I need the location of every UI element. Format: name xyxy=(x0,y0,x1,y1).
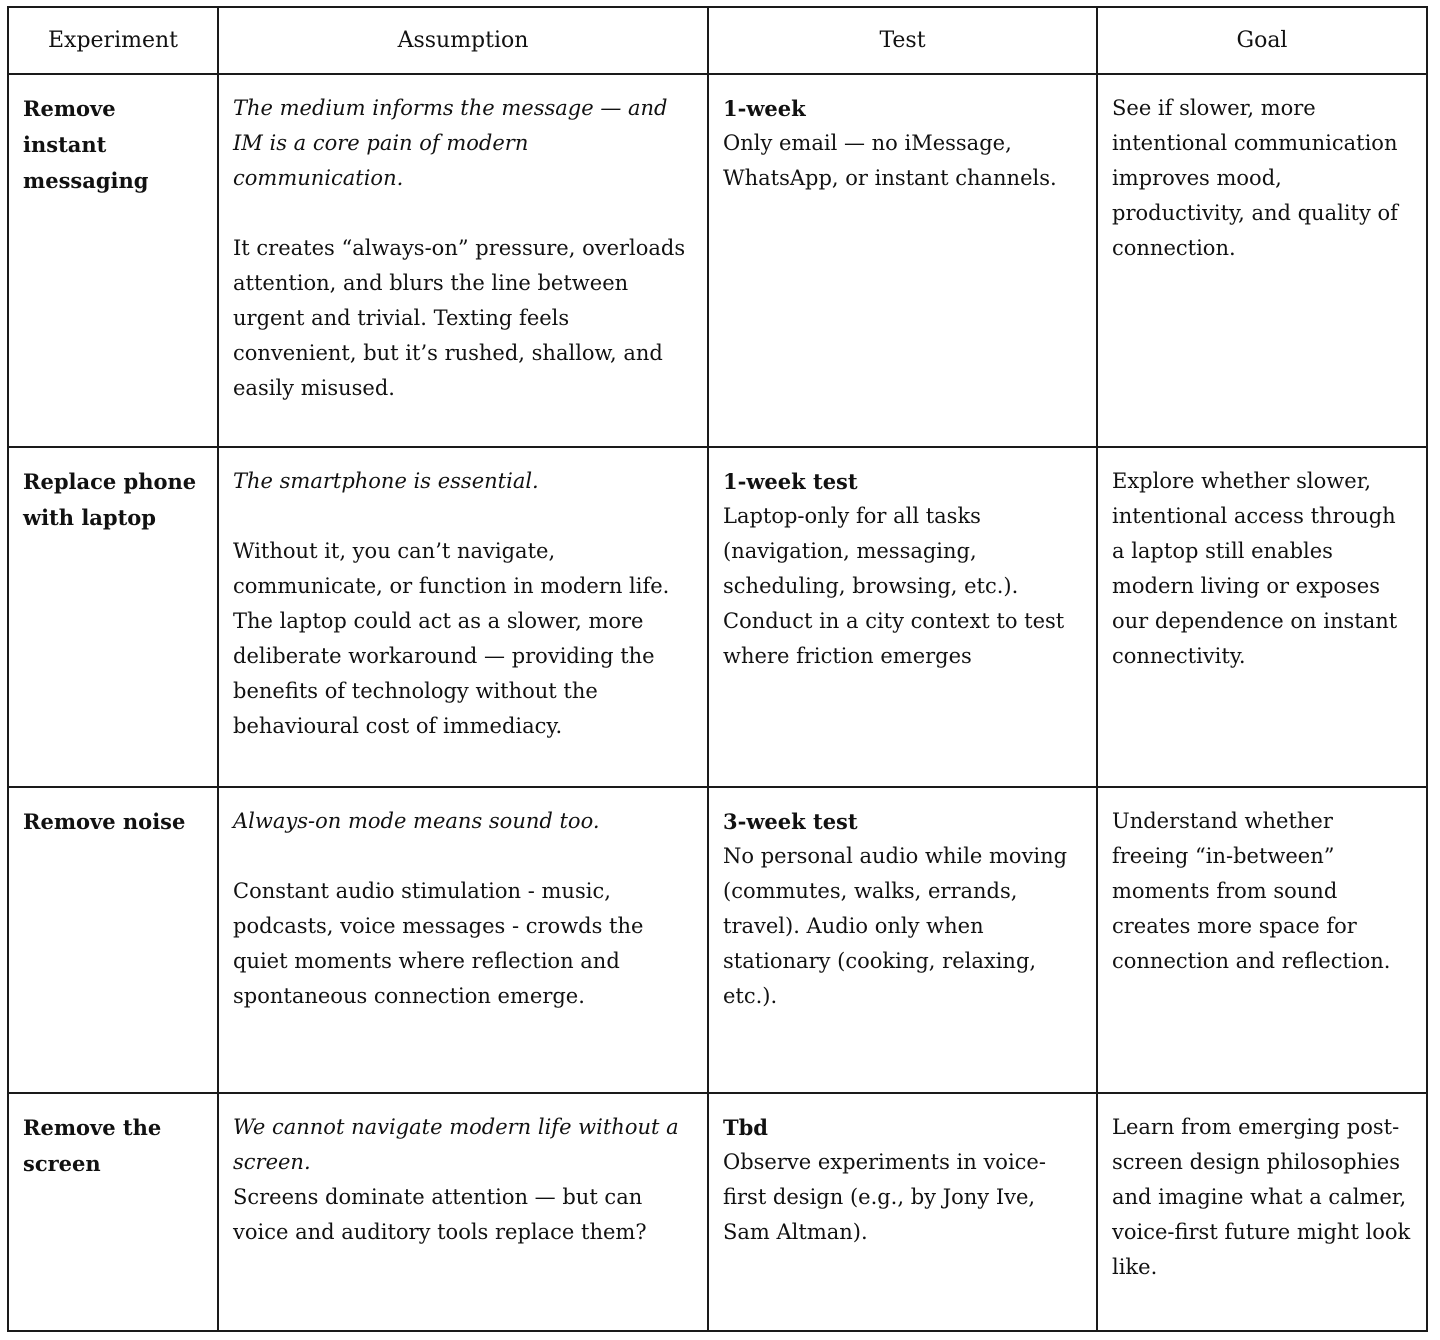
paragraph-gap xyxy=(233,499,695,534)
assumption-cell xyxy=(218,787,708,1093)
test-body: Only email — no iMessage, WhatsApp, or instant channels. xyxy=(723,131,1057,190)
assumption-lead: The smartphone is essential. xyxy=(233,469,539,493)
experiment-name: Remove instant messaging xyxy=(23,96,149,193)
assumption-body: Screens dominate attention — but can voice and auditory tools replace them? xyxy=(233,1185,647,1244)
experiment-cell xyxy=(8,1093,218,1331)
experiment-cell xyxy=(8,447,218,787)
header-test: Test xyxy=(708,7,1097,74)
test-body: Observe experiments in voice-first design (e.g., by Jony Ive, Sam Altman). xyxy=(723,1150,1046,1244)
table-header-row xyxy=(8,7,1427,74)
assumption-lead: We cannot navigate modern life without a screen. xyxy=(233,1115,679,1174)
goal-text: Explore whether slower, intentional access through a laptop still enables modern living or exposes our dependence on instant connectivity. xyxy=(1112,469,1398,668)
test-cell xyxy=(708,74,1097,447)
header-goal: Goal xyxy=(1097,7,1427,74)
goal-cell xyxy=(1097,787,1427,1093)
experiment-cell xyxy=(8,74,218,447)
goal-cell xyxy=(1097,74,1427,447)
goal-cell xyxy=(1097,1093,1427,1331)
goal-text: See if slower, more intentional communication improves mood, productivity, and quality of connection. xyxy=(1112,96,1398,260)
test-title: 3-week test xyxy=(723,809,858,834)
table-row xyxy=(8,787,1427,1093)
assumption-body: Constant audio stimulation - music, podcasts, voice messages - crowds the quiet moments where reflection and spontaneous connection emerge. xyxy=(233,879,644,1008)
table-row xyxy=(8,447,1427,787)
test-cell xyxy=(708,1093,1097,1331)
experiments-table-container xyxy=(7,6,1426,1332)
table-row xyxy=(8,74,1427,447)
test-title: Tbd xyxy=(723,1115,768,1140)
goal-text: Understand whether freeing “in-between” moments from sound creates more space for connection and reflection. xyxy=(1112,809,1391,973)
goal-cell xyxy=(1097,447,1427,787)
header-experiment: Experiment xyxy=(8,7,218,74)
test-cell xyxy=(708,447,1097,787)
experiment-name: Remove the screen xyxy=(23,1115,162,1176)
test-title: 1-week xyxy=(723,96,806,121)
experiment-cell xyxy=(8,787,218,1093)
paragraph-gap xyxy=(233,839,695,874)
assumption-cell xyxy=(218,1093,708,1331)
assumption-body: It creates “always-on” pressure, overloads attention, and blurs the line between urgent and trivial. Texting feels convenient, but it’s rushed, shallow, and easily misused. xyxy=(233,236,686,400)
test-cell xyxy=(708,787,1097,1093)
header-assumption: Assumption xyxy=(218,7,708,74)
goal-text: Learn from emerging post-screen design philosophies and imagine what a calmer, voice-first future might look like. xyxy=(1112,1115,1411,1279)
test-body: No personal audio while moving (commutes, walks, errands, travel). Audio only when stationary (cooking, relaxing, etc.). xyxy=(723,844,1068,1008)
experiments-table xyxy=(7,6,1428,1332)
assumption-cell xyxy=(218,74,708,447)
assumption-body: Without it, you can’t navigate, communicate, or function in modern life. The laptop could act as a slower, more deliberate workaround — providing the benefits of technology without the behavioural cost of immediacy. xyxy=(233,539,670,738)
assumption-lead: The medium informs the message — and IM is a core pain of modern communication. xyxy=(233,96,668,190)
table-row xyxy=(8,1093,1427,1331)
experiment-name: Remove noise xyxy=(23,809,186,834)
assumption-lead: Always-on mode means sound too. xyxy=(233,809,600,833)
assumption-cell xyxy=(218,447,708,787)
test-body: Laptop-only for all tasks (navigation, messaging, scheduling, browsing, etc.). Conduct in a city context to test where friction emerges xyxy=(723,504,1065,668)
paragraph-gap xyxy=(233,196,695,231)
test-title: 1-week test xyxy=(723,469,858,494)
experiment-name: Replace phone with laptop xyxy=(23,469,197,530)
